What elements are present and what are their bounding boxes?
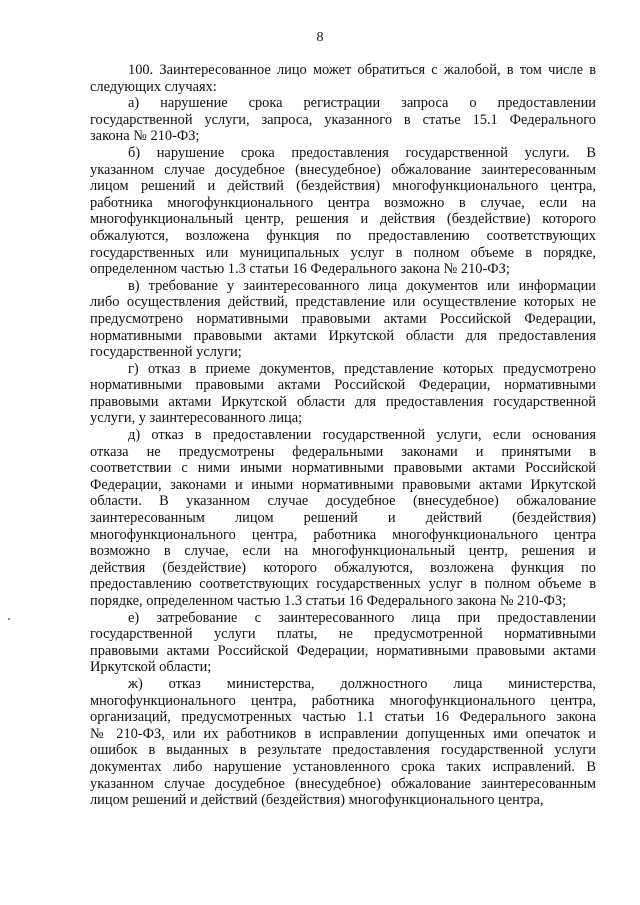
text-line: Иркутской области; bbox=[90, 659, 212, 676]
page-number: 8 bbox=[316, 30, 324, 45]
text-line: нормативными правовыми актами Иркутской области для предоставления bbox=[90, 327, 596, 344]
paragraph-pg bbox=[90, 361, 596, 427]
text-line: определенном частью 1.3 статьи 16 Федерального закона № 210-ФЗ; bbox=[90, 261, 510, 278]
text-line: многофункционального центра, работника многофункционального центра, bbox=[90, 692, 596, 709]
text-line: либо осуществления действий, представление или осуществление которых не bbox=[90, 294, 596, 311]
text-line: б) нарушение срока предоставления государственной услуги. В bbox=[128, 144, 596, 161]
text-line: ж) отказ министерства, должностного лица министерства, bbox=[128, 675, 596, 692]
paragraph-pv bbox=[90, 278, 596, 361]
text-line: государственной услуги, запроса, указанного в статье 15.1 Федерального bbox=[90, 111, 596, 128]
text-line: лицом решений и действий (бездействия) многофункционального центра, bbox=[90, 792, 544, 809]
text-line: указанном случае досудебное (внесудебное) обжалование заинтересованным bbox=[90, 775, 596, 792]
text-line: возможно в случае, если на многофункциональный центр, решения и bbox=[90, 543, 596, 560]
text-line: лицом решений и действий (бездействия) многофункционального центра, bbox=[90, 178, 596, 195]
paragraph-pb bbox=[90, 145, 596, 278]
text-line: порядке, определенном частью 1.3 статьи 16 Федерального закона № 210-ФЗ; bbox=[90, 593, 567, 609]
text-line: указанном случае досудебное (внесудебное) обжалование заинтересованным bbox=[90, 161, 596, 178]
text-line: государственной услуги платы, не предусмотренной нормативными bbox=[90, 626, 596, 643]
text-line: соответствии с ними иными нормативными правовыми актами Российской bbox=[90, 460, 596, 477]
text-line: в) требование у заинтересованного лица документов или информации bbox=[128, 277, 596, 294]
text-line: предоставлению соответствующих государственных услуг в полном объеме в bbox=[90, 576, 596, 593]
text-line: заинтересованным лицом решений и действий (бездействия) bbox=[90, 510, 596, 527]
text-line: а) нарушение срока регистрации запроса о предоставлении bbox=[128, 95, 596, 112]
text-line: многофункциональный центр, решения и действия (бездействие) которого bbox=[90, 211, 596, 228]
text-line: организаций, предусмотренных частью 1.1 статьи 16 Федерального закона bbox=[90, 709, 596, 726]
paragraph-pd bbox=[90, 427, 596, 610]
text-line: нормативными правовыми актами Российской Федерации, нормативными bbox=[90, 377, 596, 394]
text-line: области. В указанном случае досудебное (внесудебное) обжалование bbox=[90, 493, 596, 510]
margin-mark bbox=[8, 618, 10, 620]
text-line: е) затребование с заинтересованного лица при предоставлении bbox=[128, 609, 596, 626]
text-line: документах либо нарушение установленного срока таких исправлений. В bbox=[90, 758, 596, 775]
text-line: государственной услуги; bbox=[90, 344, 242, 361]
text-line: следующих случаях: bbox=[90, 78, 217, 95]
paragraph-pzh bbox=[90, 676, 596, 809]
document-body bbox=[90, 62, 596, 809]
text-line: услуги, у заинтересованного лица; bbox=[90, 410, 303, 427]
text-line: действия (бездействие) которого обжалуются, возложена функция по bbox=[90, 559, 596, 576]
text-line: правовыми актами Российской Федерации, нормативными правовыми актами bbox=[90, 642, 596, 659]
text-line: многофункционального центра, работника многофункционального центра bbox=[90, 526, 596, 543]
text-line: д) отказ в предоставлении государственной услуги, если основания bbox=[128, 427, 596, 444]
text-line: 100. Заинтересованное лицо может обратиться с жалобой, в том числе в bbox=[128, 62, 596, 78]
text-line: отказа не предусмотрены федеральными законами и принятыми в bbox=[90, 443, 596, 460]
text-line: правовыми актами Иркутской области для предоставления государственной bbox=[90, 393, 596, 410]
paragraph-pe bbox=[90, 610, 596, 676]
paragraph-pa bbox=[90, 95, 596, 145]
text-line: г) отказ в приеме документов, представление которых предусмотрено bbox=[128, 360, 596, 377]
text-line: ошибок в выданных в результате предоставления государственной услуги bbox=[90, 742, 596, 759]
text-line: предусмотрено нормативными правовыми актами Российской Федерации, bbox=[90, 310, 596, 327]
text-line: обжалуются, возложена функция по предоставлению соответствующих bbox=[90, 227, 596, 244]
text-line: работника многофункционального центра возможно в случае, если на bbox=[90, 194, 596, 211]
text-line: государственных или муниципальных услуг в полном объеме в порядке, bbox=[90, 244, 596, 261]
text-line: № 210-ФЗ, или их работников в исправлении допущенных ими опечаток и bbox=[90, 725, 596, 742]
text-line: Федерации, законами и иными нормативными правовыми актами Иркутской bbox=[90, 476, 596, 493]
text-line: закона № 210-ФЗ; bbox=[90, 128, 200, 145]
paragraph-p100 bbox=[90, 62, 596, 95]
